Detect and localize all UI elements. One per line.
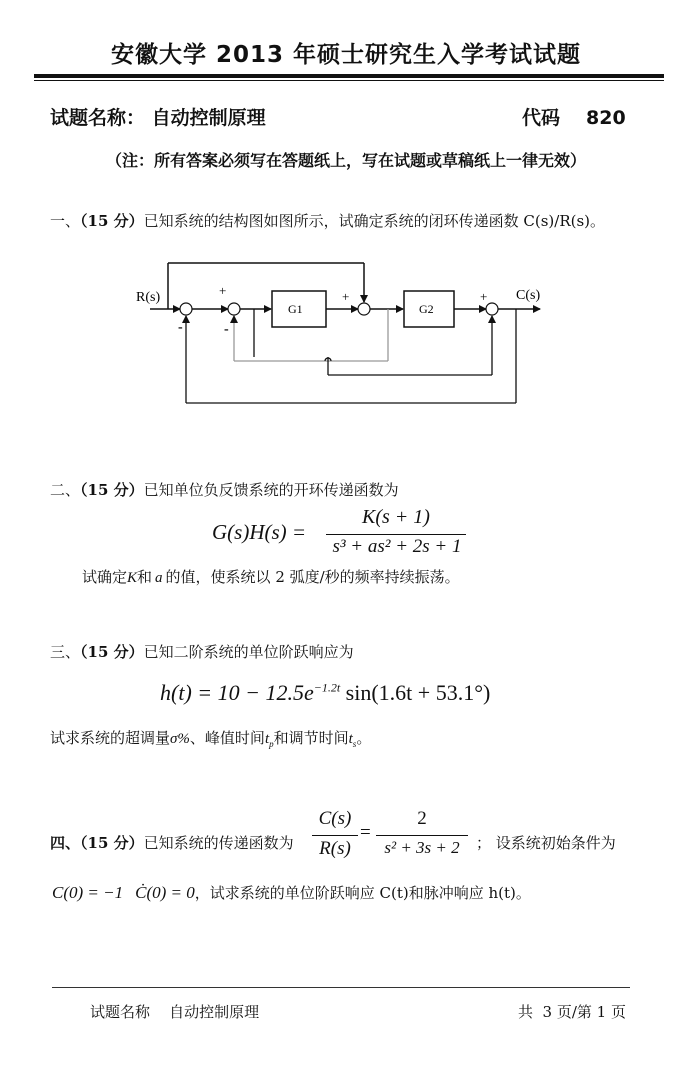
q2-formula-denominator: s³ + as² + 2s + 1 <box>332 536 462 557</box>
q2-text: 已知单位负反馈系统的开环传递函数为 <box>143 481 399 499</box>
q3-ask-1: 试求系统的超调量 <box>50 729 171 747</box>
q3-formula-main: h(t) = 10 − 12.5e <box>160 680 314 705</box>
q3-formula <box>160 680 490 706</box>
q2-formula-numerator: K(s + 1) <box>362 506 430 528</box>
q1-points: （15 分） <box>80 212 144 230</box>
exam-name: 自动控制原理 <box>151 107 266 129</box>
q4-frac2-bar <box>376 835 468 836</box>
q3-ask-2: 、峰值时间 <box>189 729 265 747</box>
q4-frac2-den: s² + 3s + 2 <box>384 838 460 857</box>
question-2 <box>50 479 399 500</box>
header-rule-thin <box>34 80 664 81</box>
footer-exam-name: 试题名称 自动控制原理 <box>90 1003 260 1021</box>
footer-page-count: 共 3 页/第 1 页 <box>518 1003 626 1021</box>
sum-junction-3 <box>358 303 370 315</box>
label-output: C(s) <box>516 288 541 303</box>
q4-frac1-den: R(s) <box>319 838 351 859</box>
exam-code-line <box>522 103 626 130</box>
q3-tp: t <box>264 731 270 747</box>
sign-minus-1: - <box>178 320 183 335</box>
sign-minus-2: - <box>224 322 229 337</box>
q3-number: 三、 <box>50 643 81 661</box>
q2-ask <box>82 566 460 587</box>
q3-formula-exp: −1.2t <box>313 680 341 695</box>
q4-cond1: C(0) = −1 <box>52 883 124 902</box>
q4-text: 已知系统的传递函数为 <box>143 834 294 852</box>
q4-frac1-num: C(s) <box>318 808 352 829</box>
question-4 <box>50 832 294 853</box>
q3-ts: t <box>348 731 353 747</box>
code-value: 820 <box>586 107 626 129</box>
q4-number: 四、 <box>50 834 81 852</box>
q2-points: （15 分） <box>80 481 144 499</box>
code-label: 代码 <box>522 107 561 129</box>
q4-conditions <box>52 882 531 903</box>
q1-number: 一、 <box>50 212 81 230</box>
q4-equals: = <box>360 822 371 843</box>
q4-points: （15 分） <box>80 834 144 852</box>
q3-tp-sub: p <box>269 739 274 749</box>
label-input: R(s) <box>136 290 161 305</box>
q2-number: 二、 <box>50 481 81 499</box>
footer-rule <box>52 987 630 988</box>
q1-text: 已知系统的结构图如图所示，试确定系统的闭环传递函数 C(s)/R(s)。 <box>143 212 606 230</box>
q3-text: 已知二阶系统的单位阶跃响应为 <box>143 643 354 661</box>
answer-notice: （注：所有答案必须写在答题纸上，写在试题或草稿纸上一律无效） <box>105 151 586 170</box>
sign-plus-2: + <box>219 283 227 298</box>
question-3 <box>50 641 354 662</box>
q2-ask-2: 和 <box>137 568 153 586</box>
block-diagram <box>120 255 560 415</box>
q3-ask <box>50 727 371 749</box>
q2-var-a: a <box>155 570 163 586</box>
q4-text3: ，试求系统的单位阶跃响应 C(t)和脉冲响应 h(t)。 <box>194 884 531 902</box>
q4-frac1-bar <box>312 835 358 836</box>
exam-name-line <box>50 103 266 130</box>
q3-ask-4: 。 <box>356 729 372 747</box>
q2-var-k: K <box>127 570 138 586</box>
q3-sigma: σ% <box>170 731 190 747</box>
question-1 <box>50 210 605 231</box>
q4-text2: ； 设系统初始条件为 <box>476 834 616 852</box>
q2-ask-3: 的值，使系统以 2 弧度/秒的频率持续振荡。 <box>165 568 460 586</box>
q3-ask-3: 和调节时间 <box>273 729 349 747</box>
q3-points: （15 分） <box>80 643 144 661</box>
sum-junction-2 <box>228 303 240 315</box>
q3-formula-tail: sin(1.6t + 53.1°) <box>340 680 491 705</box>
label-g2: G2 <box>419 302 434 316</box>
sign-plus-3: + <box>342 289 350 304</box>
q4-cond2: Ċ(0) = 0 <box>135 883 195 902</box>
page-title: 安徽大学 2013 年硕士研究生入学考试试题 <box>110 42 582 68</box>
exam-name-label: 试题名称： <box>50 107 146 129</box>
q2-formula-lhs: G(s)H(s) = <box>212 520 307 544</box>
header-rule-thick <box>34 74 664 78</box>
label-g1: G1 <box>288 302 303 316</box>
sign-plus-4: + <box>480 289 488 304</box>
q3-ts-sub: s <box>352 739 357 749</box>
q4-frac2-num: 2 <box>417 808 427 829</box>
q2-fraction-bar <box>326 534 466 535</box>
sum-junction-4 <box>486 303 498 315</box>
q2-ask-1: 试确定 <box>82 568 128 586</box>
sum-junction-1 <box>180 303 192 315</box>
